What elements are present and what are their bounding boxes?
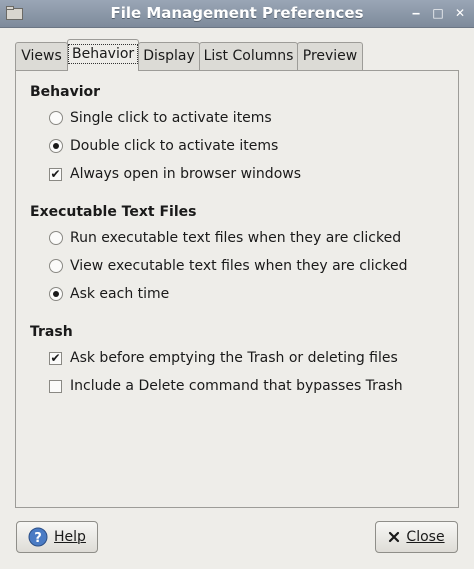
ask-each-time-radio[interactable]: [49, 284, 169, 304]
checkmark-icon[interactable]: ✔: [50, 350, 61, 365]
close-button[interactable]: [375, 521, 458, 553]
include-delete-label: Include a Delete command that bypasses Trash: [70, 378, 403, 394]
radio-icon[interactable]: [49, 259, 63, 273]
tab-label: Display: [143, 48, 195, 64]
checkmark-icon[interactable]: ✔: [50, 166, 61, 181]
tab-list-columns[interactable]: [199, 42, 298, 70]
tab-behavior[interactable]: [67, 39, 139, 71]
behavior-page: [15, 70, 459, 508]
title-bar: [0, 0, 474, 28]
minimize-icon[interactable]: ‒: [411, 6, 421, 20]
svg-text:?: ?: [34, 531, 42, 546]
always-open-label: Always open in browser windows: [70, 166, 301, 182]
tab-views[interactable]: [15, 42, 68, 70]
ask-before-empty-label: Ask before emptying the Trash or deleting files: [70, 350, 398, 366]
radio-selected-icon[interactable]: [49, 139, 63, 153]
view-executable-label: View executable text files when they are clicked: [70, 258, 408, 274]
checkbox-empty-icon[interactable]: [49, 380, 62, 393]
radio-selected-icon[interactable]: [49, 287, 63, 301]
maximize-icon[interactable]: □: [432, 6, 444, 20]
close-x-icon: [388, 531, 400, 543]
radio-icon[interactable]: [49, 231, 63, 245]
help-label: Help: [54, 529, 86, 545]
trash-heading: Trash: [30, 324, 73, 340]
tab-display[interactable]: [138, 42, 200, 70]
executable-heading: Executable Text Files: [30, 204, 197, 220]
run-executable-label: Run executable text files when they are clicked: [70, 230, 402, 246]
tab-label: Views: [21, 48, 62, 64]
double-click-label: Double click to activate items: [70, 138, 279, 154]
view-executable-radio[interactable]: [49, 256, 407, 276]
include-delete-checkbox[interactable]: [49, 376, 403, 396]
radio-icon[interactable]: [49, 111, 63, 125]
tab-label: Behavior: [68, 44, 138, 64]
tab-label: Preview: [302, 48, 358, 64]
close-window-icon[interactable]: ✕: [454, 6, 466, 20]
close-label: Close: [406, 529, 445, 545]
tab-label: List Columns: [203, 48, 294, 64]
single-click-label: Single click to activate items: [70, 110, 272, 126]
help-button[interactable]: [16, 521, 98, 553]
always-open-checkbox[interactable]: [49, 164, 301, 184]
tab-preview[interactable]: [297, 42, 363, 70]
ask-each-time-label: Ask each time: [70, 286, 170, 302]
run-executable-radio[interactable]: [49, 228, 401, 248]
double-click-radio[interactable]: [49, 136, 278, 156]
window-title: File Management Preferences: [110, 4, 364, 22]
behavior-heading: Behavior: [30, 84, 101, 100]
ask-before-empty-checkbox[interactable]: [49, 348, 398, 368]
help-icon: [28, 527, 48, 547]
single-click-radio[interactable]: [49, 108, 272, 128]
